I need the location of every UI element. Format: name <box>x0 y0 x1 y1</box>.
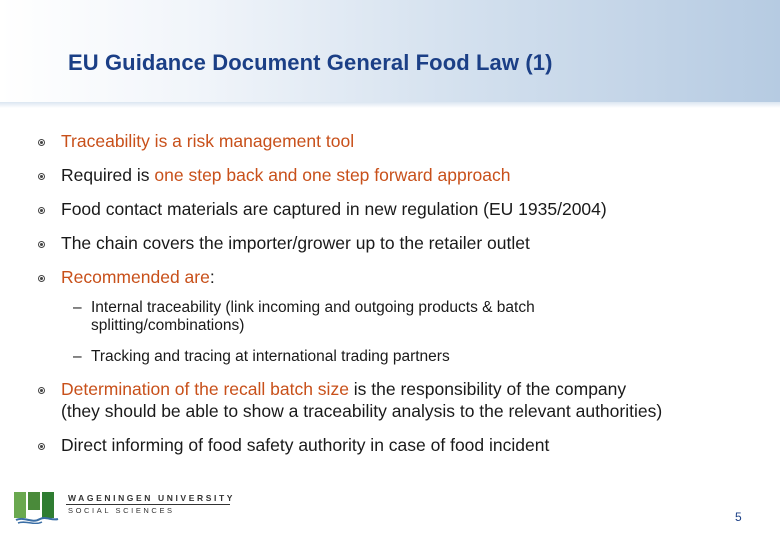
bullet-dot-icon <box>38 387 45 394</box>
bullet-text-segment: Determination of the recall batch size <box>61 379 349 399</box>
logo-university-text: WAGENINGEN UNIVERSITY <box>68 493 236 503</box>
sub-bullet-dash: – <box>73 348 82 365</box>
bullet-text-continuation: (they should be able to show a traceability analysis to the relevant authorities) <box>61 401 663 421</box>
wageningen-logo-icon <box>14 486 234 524</box>
logo-divider <box>66 504 230 505</box>
bullet-text-segment: is the responsibility of the company <box>348 379 627 399</box>
slide-title: EU Guidance Document General Food Law (1) <box>68 50 553 75</box>
sub-bullet-text: Internal traceability (link incoming and outgoing products & batch <box>91 299 535 316</box>
bullet-text-segment: The chain covers the importer/grower up to the retailer outlet <box>61 233 530 253</box>
bullet-text <box>61 130 354 152</box>
bullet-text <box>61 266 215 288</box>
sub-bullet-text: splitting/combinations) <box>91 317 245 334</box>
header-divider <box>0 102 780 108</box>
bullet-text-segment: Required is <box>61 165 155 185</box>
bullet-text-segment: Recommended are <box>61 267 210 287</box>
bullet-text-segment: : <box>209 267 215 287</box>
page-number: 5 <box>735 510 742 524</box>
bullet-text-segment: one step back and one step forward approach <box>154 165 511 185</box>
sub-bullet-dash: – <box>73 299 82 316</box>
logo-faculty-text: SOCIAL SCIENCES <box>68 506 175 515</box>
bullet-text <box>61 434 549 456</box>
bullet-dot-icon <box>38 241 45 248</box>
bullet-dot-icon <box>38 139 45 146</box>
bullet-dot-icon <box>38 443 45 450</box>
bullet-text <box>61 198 607 220</box>
bullet-text <box>61 378 663 421</box>
bullet-dot-icon <box>38 173 45 180</box>
bullet-text <box>61 164 510 186</box>
bullet-text <box>61 232 530 254</box>
sub-bullet-text: Tracking and tracing at international trading partners <box>91 348 450 365</box>
bullet-text-segment: Food contact materials are captured in new regulation (EU 1935/2004) <box>61 199 607 219</box>
bullet-text-segment: Traceability is a risk management tool <box>61 131 355 151</box>
bullet-dot-icon <box>38 207 45 214</box>
bullet-text-segment: Direct informing of food safety authority in case of food incident <box>61 435 550 455</box>
bullet-dot-icon <box>38 275 45 282</box>
